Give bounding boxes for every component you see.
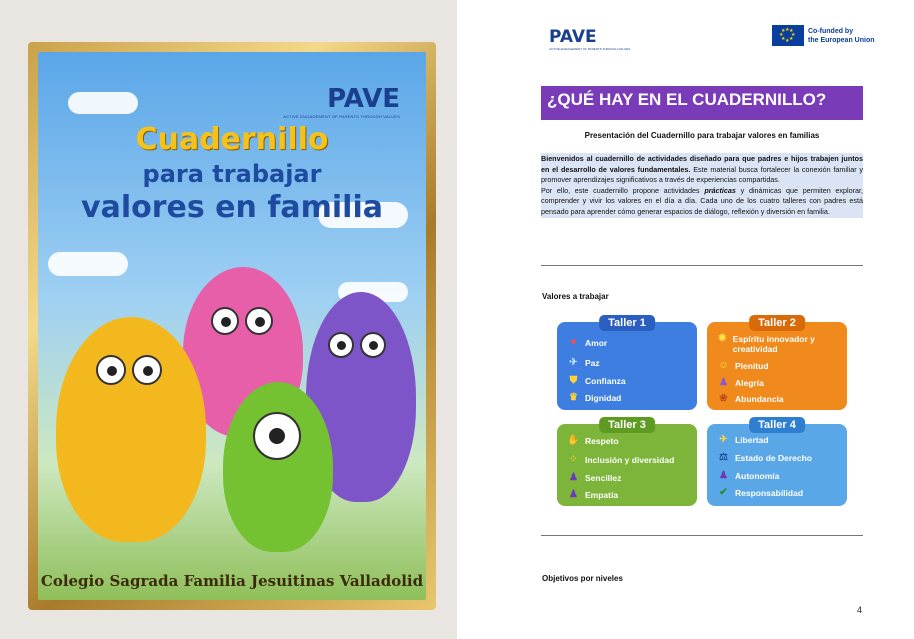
taller-2-title: Taller 2 <box>749 315 805 331</box>
people-icon: ♟ <box>719 470 728 481</box>
monster-eye <box>360 332 386 358</box>
value-item <box>567 375 626 386</box>
intro-bold-text: Bienvenidos al cuadernillo de actividades diseñado para que padres e hijos trabajen juntos en el desarrollo de valores fundamentales. <box>541 154 863 174</box>
taller-3-card <box>557 419 697 506</box>
value-label: Libertad <box>735 434 769 445</box>
taller-1-title: Taller 1 <box>599 315 655 331</box>
value-item <box>567 454 674 465</box>
value-label: Estado de Derecho <box>735 452 812 463</box>
smile-icon: ☺ <box>718 360 729 371</box>
value-item <box>717 470 779 481</box>
cover-title-line3: valores en familia <box>81 190 383 225</box>
taller-1-card <box>557 317 697 410</box>
value-item <box>567 337 607 348</box>
cover-illustration <box>38 52 426 600</box>
cover-logo <box>283 84 400 119</box>
divider <box>541 265 863 266</box>
value-label: Responsabilidad <box>735 487 804 498</box>
header-logo-text: PAVE <box>549 27 597 47</box>
header-logo <box>549 27 630 51</box>
value-item <box>567 489 618 500</box>
cornucopia-icon: ❀ <box>719 393 728 404</box>
people-icon: ♟ <box>569 472 578 483</box>
cover-logo-text: PAVE <box>327 84 400 114</box>
value-label: Autonomía <box>735 470 780 481</box>
check-icon: ✔ <box>719 487 728 498</box>
value-item <box>717 377 764 388</box>
people-icon: ♟ <box>719 377 728 388</box>
eu-funding-badge <box>772 25 875 46</box>
monster-eye <box>253 412 301 460</box>
monster-eye <box>245 307 273 335</box>
value-item <box>567 435 619 446</box>
green-monster <box>223 382 333 552</box>
cloud <box>48 252 128 276</box>
monster-eye <box>96 355 126 385</box>
taller-2-card <box>707 317 847 410</box>
section-heading-band <box>541 86 863 120</box>
value-label: Alegría <box>735 377 764 388</box>
taller-4-title: Taller 4 <box>749 417 805 433</box>
monster-eye <box>328 332 354 358</box>
dove-icon: ✈ <box>569 357 578 368</box>
eu-text-line2: the European Union <box>808 36 875 44</box>
intro-italic-word: prácticas <box>704 185 736 195</box>
heart-icon: ♥ <box>570 337 577 348</box>
intro-text-2a: Por ello, este cuadernillo propone actividades <box>541 185 705 195</box>
value-item <box>567 392 621 403</box>
intro-paragraph <box>541 153 863 218</box>
document-page <box>457 0 914 639</box>
monster-eye <box>132 355 162 385</box>
value-item <box>717 452 812 463</box>
cover-title-line1: Cuadernillo <box>135 122 329 157</box>
eu-flag-icon: ★ ★ ★ ★ ★ ★ ★ ★ <box>772 25 804 46</box>
dots-icon: ⁘ <box>569 454 578 465</box>
value-label: Espíritu innovador y creatividad <box>732 334 815 354</box>
yellow-monster <box>56 317 206 542</box>
value-label: Paz <box>585 357 600 368</box>
value-label: Plenitud <box>735 360 769 371</box>
objectives-heading: Objetivos por niveles <box>542 574 623 583</box>
cover-logo-subtitle: ACTIVE ENGAGEMENT OF PARENTS THROUGH VALUES <box>283 114 400 119</box>
monster-eye <box>211 307 239 335</box>
people-icon: ♟ <box>569 489 578 500</box>
presentation-subtitle: Presentación del Cuadernillo para trabajar valores en familias <box>584 131 820 140</box>
value-item <box>717 434 769 445</box>
hand-icon: ✋ <box>567 435 580 446</box>
value-item <box>717 487 803 498</box>
header-logo-subtitle: ACTIVE ENGAGEMENT OF PARENTS THROUGH VALUES <box>549 47 631 51</box>
value-label: Confianza <box>585 375 626 386</box>
value-label: Respeto <box>585 435 619 446</box>
value-item <box>567 357 600 368</box>
crown-icon: ♛ <box>569 392 578 403</box>
value-label: Sencillez <box>585 472 622 483</box>
eu-text-line1: Co-funded by <box>808 27 854 35</box>
value-label: Inclusión y diversidad <box>585 454 675 465</box>
value-label: Dignidad <box>585 392 622 403</box>
intro-text-1: Este material busca fortalecer la conexión familiar y promover aprendizajes significativos a través de experiencias compartidas. <box>541 164 863 184</box>
value-label: Empatía <box>585 489 619 500</box>
value-label: Amor <box>585 337 608 348</box>
cover-title-line2: para trabajar <box>142 160 322 188</box>
value-item <box>717 393 784 404</box>
section-heading: ¿QUÉ HAY EN EL CUADERNILLO? <box>547 90 827 109</box>
value-item <box>567 472 621 483</box>
taller-3-title: Taller 3 <box>599 417 655 433</box>
value-item <box>717 334 839 354</box>
page-number: 4 <box>857 605 863 615</box>
shield-icon: ⛊ <box>569 375 578 386</box>
divider <box>541 535 863 536</box>
scales-icon: ⚖ <box>719 452 728 463</box>
cloud <box>68 92 138 114</box>
cover-frame <box>28 42 436 610</box>
cover-footer: Colegio Sagrada Familia Jesuitinas Valladolid <box>40 572 424 590</box>
lightbulb-icon: ✹ <box>718 333 727 344</box>
intro-text-2b: y dinámicas que permiten explorar, comprender y vivir los valores en el día a día. Cada uno de los cuatro talleres con padres está pensado para aprender cómo generar espacios de diálogo, reflexión y diversión en familia. <box>541 185 863 216</box>
value-item <box>717 360 769 371</box>
values-heading: Valores a trabajar <box>542 292 609 301</box>
value-label: Abundancia <box>735 393 784 404</box>
bird-icon: ✈ <box>719 434 728 445</box>
taller-4-card <box>707 419 847 506</box>
